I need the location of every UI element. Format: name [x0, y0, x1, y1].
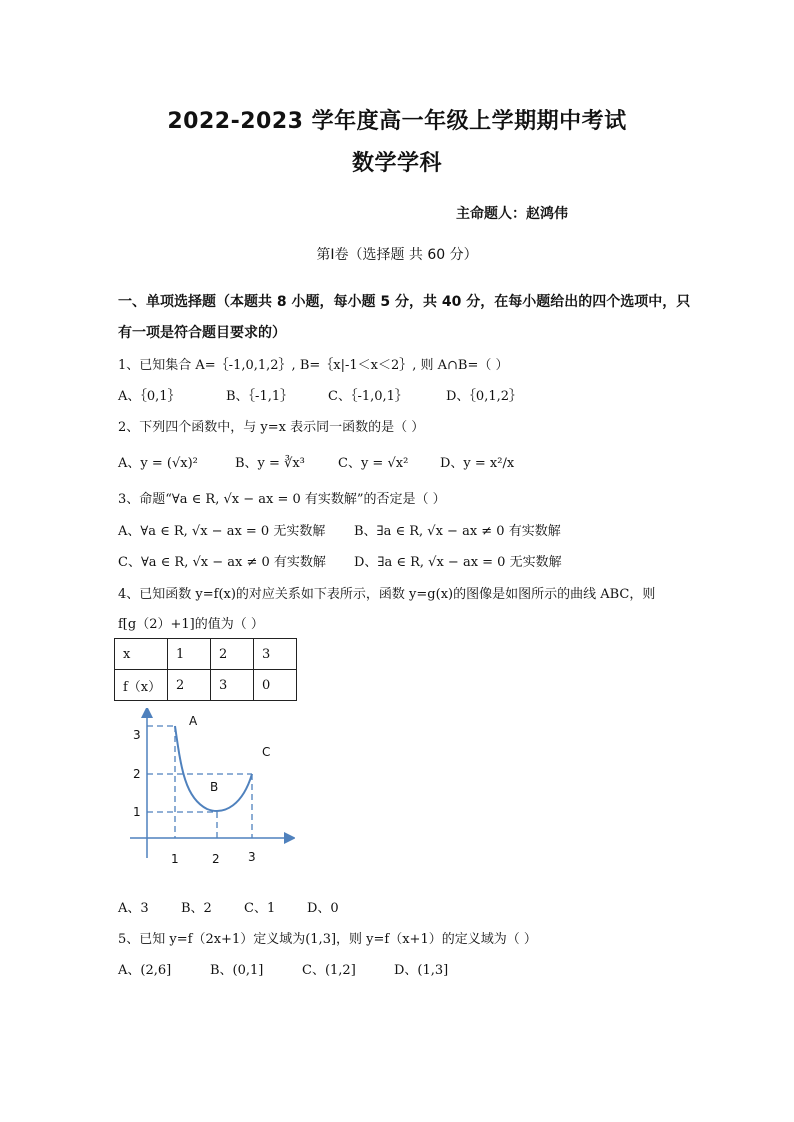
- y-tick-label: 3: [133, 728, 141, 742]
- question-3-stem: 3、命题“∀a ∈ R, √x − ax = 0 有实数解”的否定是（ ）: [118, 492, 446, 507]
- dashed-guides: [147, 726, 252, 838]
- y-tick-label: 2: [133, 767, 141, 781]
- option-b: B、(0,1]: [210, 963, 264, 978]
- volume-heading: 第Ⅰ卷（选择题 共 60 分）: [316, 247, 478, 263]
- option-d: D、0: [307, 901, 339, 916]
- option-a: A、∀a ∈ R, √x − ax = 0 无实数解: [118, 524, 326, 539]
- option-c: C、｛-1,0,1｝: [328, 389, 408, 404]
- option-b: B、y = ∛x³: [235, 456, 305, 471]
- question-4-stem-line1: 4、已知函数 y=f(x)的对应关系如下表所示，函数 y=g(x)的图像是如图所示的曲线 ABC，则: [118, 587, 656, 602]
- table-cell: 2: [168, 670, 211, 701]
- y-tick-label: 1: [133, 805, 141, 819]
- section-heading-line2: 有一项是符合题目要求的）: [118, 325, 286, 341]
- exam-title: 2022-2023 学年度高一年级上学期期中考试: [167, 109, 627, 134]
- question-4-options: [118, 897, 339, 916]
- table-cell: 2: [211, 639, 254, 670]
- table-cell: 3: [254, 639, 297, 670]
- option-a: A、y = (√x)²: [118, 456, 198, 471]
- exam-subject: 数学学科: [351, 151, 442, 176]
- function-table: [114, 638, 297, 701]
- question-2-options: [118, 452, 514, 471]
- point-label-a: A: [189, 714, 198, 728]
- table-row: [115, 670, 297, 701]
- option-c: C、∀a ∈ R, √x − ax ≠ 0 有实数解: [118, 555, 326, 570]
- option-b: B、｛-1,1｝: [226, 389, 294, 404]
- table-cell: x: [115, 639, 168, 670]
- question-5-stem: 5、已知 y=f（2x+1）定义域为(1,3]，则 y=f（x+1）的定义域为（ ）: [118, 932, 537, 947]
- section-heading-line1: 一、单项选择题（本题共 8 小题，每小题 5 分，共 40 分，在每小题给出的四个选项中，只: [118, 294, 691, 310]
- table-cell: 0: [254, 670, 297, 701]
- point-label-c: C: [262, 745, 271, 759]
- option-d: D、｛0,1,2｝: [446, 389, 523, 404]
- question-3-options-row1: [118, 520, 561, 539]
- question-3-options-row2: [118, 551, 562, 570]
- option-d: D、(1,3]: [394, 963, 449, 978]
- question-5-options: [118, 959, 448, 978]
- option-b: B、∃a ∈ R, √x − ax ≠ 0 有实数解: [354, 524, 561, 539]
- option-c: C、(1,2]: [302, 963, 356, 978]
- table-row: [115, 639, 297, 670]
- question-1-options: [118, 385, 522, 404]
- author-line: 主命题人：赵鸿伟: [456, 206, 568, 222]
- x-tick-label: 1: [171, 852, 179, 866]
- option-a: A、3: [118, 901, 149, 916]
- option-b: B、2: [181, 901, 212, 916]
- table-cell: 3: [211, 670, 254, 701]
- table-cell: 1: [168, 639, 211, 670]
- question-2-stem: 2、下列四个函数中，与 y=x 表示同一函数的是（ ）: [118, 420, 425, 435]
- curve-abc: [175, 726, 252, 811]
- option-d: D、y = x²/x: [440, 456, 515, 471]
- option-d: D、∃a ∈ R, √x − ax = 0 无实数解: [354, 555, 562, 570]
- question-4-stem-line2: f[g（2）+1]的值为（ ）: [118, 617, 264, 632]
- option-a: A、(2,6]: [118, 963, 172, 978]
- option-c: C、1: [244, 901, 276, 916]
- curve-abc-graph: [125, 708, 295, 870]
- question-1-stem: 1、已知集合 A=｛-1,0,1,2｝, B=｛x|-1＜x＜2｝, 则 A∩B=（ ）: [118, 358, 509, 373]
- option-c: C、y = √x²: [338, 456, 409, 471]
- x-tick-label: 3: [248, 850, 256, 864]
- point-label-b: B: [210, 780, 219, 794]
- table-cell: f（x）: [115, 670, 168, 701]
- option-a: A、｛0,1｝: [118, 389, 181, 404]
- x-tick-label: 2: [212, 852, 220, 866]
